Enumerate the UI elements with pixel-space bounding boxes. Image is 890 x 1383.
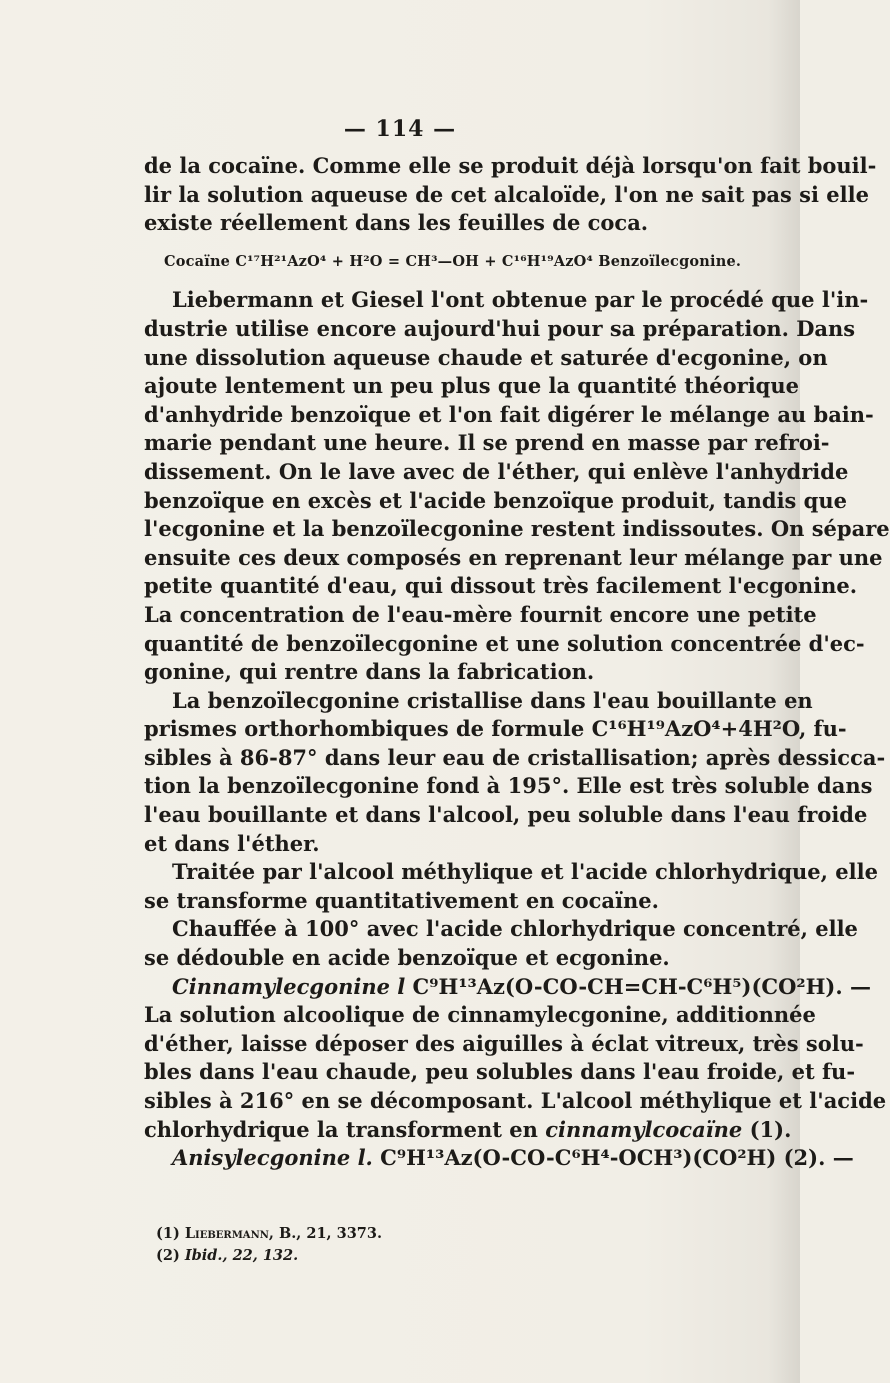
footnote-ref: (1). (742, 1116, 792, 1142)
compound-name: cinnamylcocaïne (545, 1116, 743, 1142)
text-line: tion la benzoïlecgonine fond à 195°. Elle est très soluble dans (144, 773, 873, 799)
text-line: ajoute lentement un peu plus que la quantité théorique (144, 373, 799, 399)
footnote-reference: , B., 21, 3373. (268, 1225, 383, 1242)
text-line: dissement. On le lave avec de l'éther, qui enlève l'anhydride (144, 458, 849, 484)
text-line: bles dans l'eau chaude, peu solubles dans l'eau froide, et fu- (144, 1059, 856, 1085)
page-number-header: — 114 — (343, 116, 457, 142)
compound-name: Anisylecgonine l. (172, 1145, 373, 1171)
text-line: gonine, qui rentre dans la fabrication. (144, 659, 595, 685)
text-line: sibles à 86-87° dans leur eau de cristallisation; après dessicca- (144, 744, 886, 770)
chemical-equation: Cocaïne C¹⁷H²¹AzO⁴ + H²O = CH³—OH + C¹⁶H¹⁹AzO⁴ Benzoïlecgonine. (164, 252, 742, 270)
footnotes (156, 1223, 382, 1267)
text-line: La solution alcoolique de cinnamylecgonine, additionnée (144, 1002, 816, 1028)
text-line: Chauffée à 100° avec l'acide chlorhydrique concentré, elle (172, 916, 858, 942)
text-line (144, 1116, 792, 1145)
body-text (144, 152, 890, 1173)
text-line: de la cocaïne. Comme elle se produit déjà lorsqu'on fait bouil- (144, 153, 877, 178)
footnote-reference: Ibid., 22, 132. (184, 1247, 299, 1264)
compound-name: Cinnamylecgonine l (172, 973, 406, 999)
text-line: benzoïque en excès et l'acide benzoïque produit, tandis que (144, 487, 847, 513)
compound-formula: C⁹H¹³Az(O-CO-C⁶H⁴-OCH³)(CO²H) (2). — (372, 1145, 854, 1171)
text-line: d'éther, laisse déposer des aiguilles à éclat vitreux, très solu- (144, 1030, 864, 1056)
text-line: existe réellement dans les feuilles de coca. (144, 210, 649, 236)
text-fragment: chlorhydrique la transforment en (144, 1116, 546, 1142)
footnote-author: Liebermann (184, 1225, 269, 1242)
text-line: petite quantité d'eau, qui dissout très facilement l'ecgonine. (144, 573, 858, 599)
text-line: se dédouble en acide benzoïque et ecgonine. (144, 945, 670, 971)
text-line: La benzoïlecgonine cristallise dans l'eau bouillante en (172, 687, 813, 713)
text-line: d'anhydride benzoïque et l'on fait digérer le mélange au bain- (144, 401, 874, 427)
compound-heading (144, 973, 871, 1002)
compound-formula: C⁹H¹³Az(O-CO-CH=CH-C⁶H⁵)(CO²H). — (405, 973, 871, 999)
footnote-number: (1) (156, 1225, 185, 1242)
footnote (156, 1223, 382, 1245)
text-line: sibles à 216° en se décomposant. L'alcool méthylique et l'acide (144, 1088, 887, 1113)
text-line: l'eau bouillante et dans l'alcool, peu soluble dans l'eau froide (144, 802, 868, 828)
text-line: ensuite ces deux composés en reprenant leur mélange par une (144, 544, 883, 570)
text-line: dustrie utilise encore aujourd'hui pour sa préparation. Dans (144, 315, 856, 341)
text-line: se transforme quantitativement en cocaïne. (144, 887, 659, 913)
text-line: Liebermann et Giesel l'ont obtenue par le procédé que l'in- (172, 287, 869, 313)
text-line: marie pendant une heure. Il se prend en masse par refroi- (144, 430, 830, 456)
text-line: et dans l'éther. (144, 830, 320, 856)
text-line: La concentration de l'eau-mère fournit encore une petite (144, 601, 817, 627)
text-line: quantité de benzoïlecgonine et une solution concentrée d'ec- (144, 630, 865, 656)
text-line: une dissolution aqueuse chaude et saturée d'ecgonine, on (144, 344, 828, 370)
text-line: l'ecgonine et la benzoïlecgonine restent indissoutes. On sépare (144, 516, 890, 542)
footnote (156, 1245, 382, 1267)
text-line: prismes orthorhombiques de formule C¹⁶H¹⁹AzO⁴+4H²O, fu- (144, 716, 847, 742)
compound-heading (144, 1144, 854, 1173)
text-line: Traitée par l'alcool méthylique et l'acide chlorhydrique, elle (172, 859, 878, 885)
text-line: lir la solution aqueuse de cet alcaloïde, l'on ne sait pas si elle (144, 181, 869, 207)
footnote-number: (2) (156, 1247, 185, 1264)
